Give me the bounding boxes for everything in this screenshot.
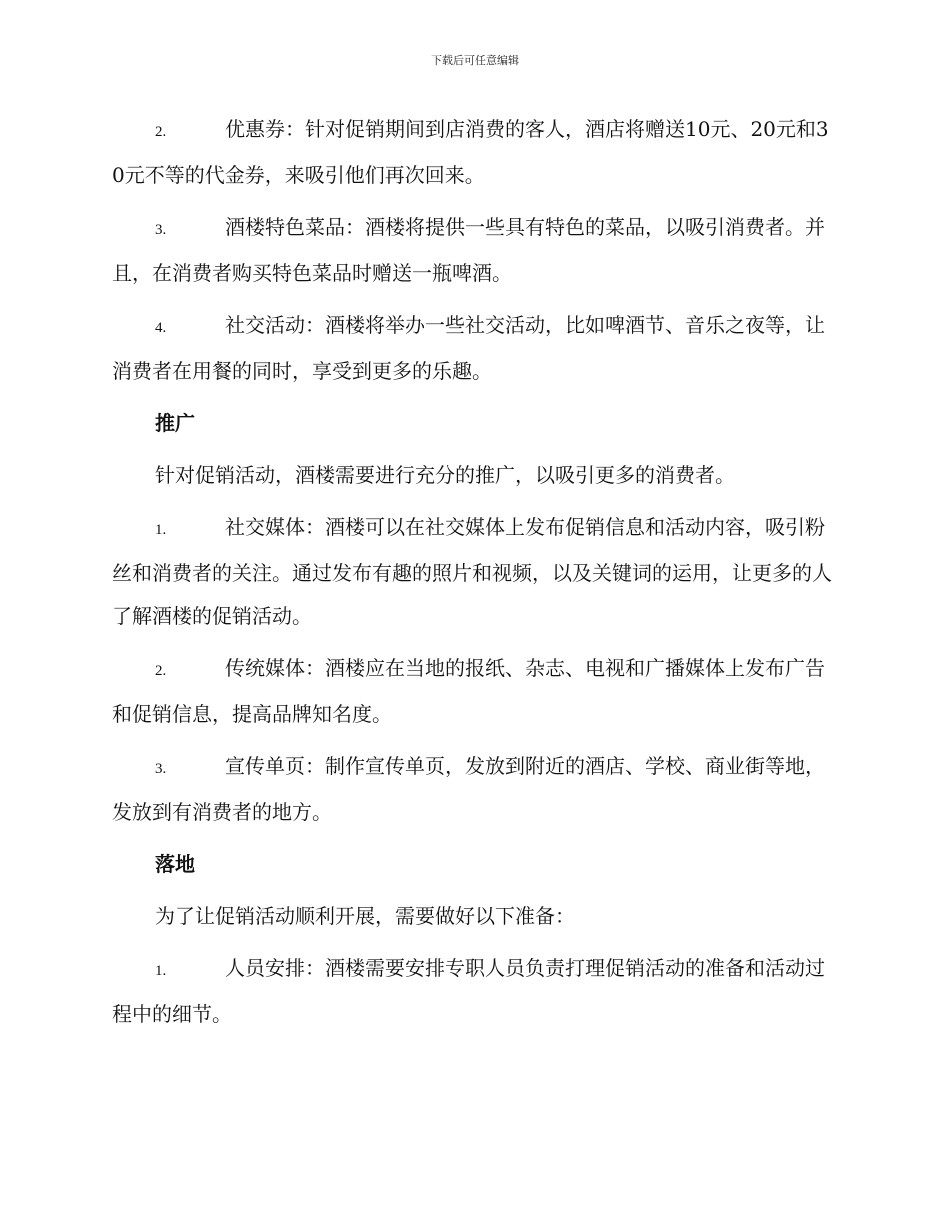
list-number: 2. [155,124,167,140]
list-item-text: 传统媒体：酒楼应在当地的报纸、杂志、电视和广播媒体上发布广告和促销信息，提高品牌知名度。 [112,656,825,726]
list-item-traditional-media [112,647,834,736]
list-item-staffing [112,947,834,1036]
list-number: 1. [155,963,167,979]
paragraph-promotion-intro: 针对促销活动，酒楼需要进行充分的推广，以吸引更多的消费者。 [155,463,735,487]
list-item-text: 酒楼特色菜品：酒楼将提供一些具有特色的菜品，以吸引消费者。并且，在消费者购买特色菜品时赠送一瓶啤酒。 [112,215,825,285]
list-number: 2. [155,663,167,679]
section-heading-implementation: 落地 [155,852,195,876]
list-item-special-dishes [112,206,834,295]
section-heading-promotion: 推广 [155,411,195,435]
list-item-text: 社交活动：酒楼将举办一些社交活动，比如啤酒节、音乐之夜等，让消费者在用餐的同时，享受到更多的乐趣。 [112,313,825,383]
list-item-text: 宣传单页：制作宣传单页，发放到附近的酒店、学校、商业街等地，发放到有消费者的地方。 [112,754,825,824]
list-item-flyers [112,745,834,834]
list-item-coupon [112,108,834,197]
list-number: 4. [155,320,167,336]
page-header-note: 下载后可任意编辑 [431,54,519,67]
list-item-social-events [112,304,834,393]
list-number: 3. [155,761,167,777]
paragraph-implementation-intro: 为了让促销活动顺利开展，需要做好以下准备： [155,904,575,928]
list-item-text: 人员安排：酒楼需要安排专职人员负责打理促销活动的准备和活动过程中的细节。 [112,956,825,1026]
list-number: 3. [155,222,167,238]
document-body [112,108,834,1045]
list-number: 1. [155,522,167,538]
list-item-social-media [112,506,834,638]
list-item-text: 优惠券：针对促销期间到店消费的客人，酒店将赠送10元、20元和30元不等的代金券，来吸引他们再次回来。 [112,117,829,187]
list-item-text: 社交媒体：酒楼可以在社交媒体上发布促销信息和活动内容，吸引粉丝和消费者的关注。通过发布有趣的照片和视频，以及关键词的运用，让更多的人了解酒楼的促销活动。 [112,515,832,628]
